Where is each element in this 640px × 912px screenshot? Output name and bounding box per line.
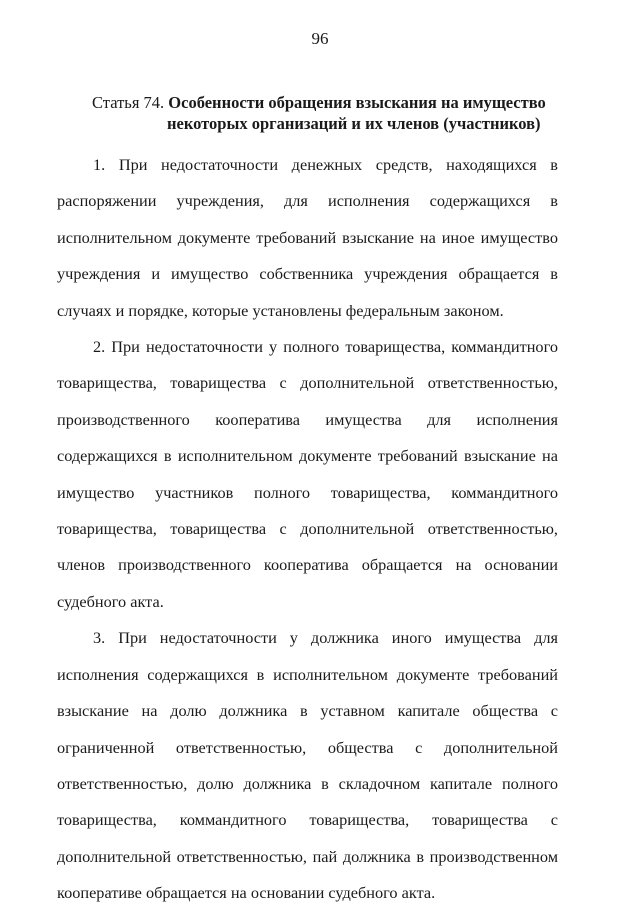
- paragraph-1: 1. При недостаточности денежных средств, находящихся в распоряжении учреждения, для исполнения содержащихся в исполнительном документе требований взыскание на иное имущество учреждения и имущество собственника учреждения обращается в случаях и порядке, которые установлены федеральным законом.: [57, 155, 558, 320]
- page-number: 96: [311, 29, 329, 48]
- article-title-line-1: Особенности обращения взыскания на имущество: [168, 93, 546, 112]
- article-body: [57, 147, 558, 912]
- article-number: Статья 74.: [92, 93, 165, 112]
- paragraph-3: 3. При недостаточности у должника иного имущества для исполнения содержащихся в исполнительном документе требований взыскание на долю должника в уставном капитале общества с ограниченной ответственностью, общества с дополнительной ответственностью, долю должника в складочном капитале полного товарищества, коммандитного товарищества, товарищества с дополнительной ответственностью, пай должника в производственном кооперативе обращается на основании судебного акта.: [57, 628, 558, 903]
- paragraph-2: 2. При недостаточности у полного товарищества, коммандитного товарищества, товарищества с дополнительной ответственностью, производственного кооператива имущества для исполнения содержащихся в исполнительном документе требований взыскание на имущество участников полного товарищества, коммандитного товарищества, товарищества с дополнительной ответственностью, членов производственного кооператива обращается на основании судебного акта.: [57, 337, 558, 611]
- article-title-line-2: некоторых организаций и их членов (участников): [167, 114, 541, 133]
- article-heading: [92, 92, 572, 134]
